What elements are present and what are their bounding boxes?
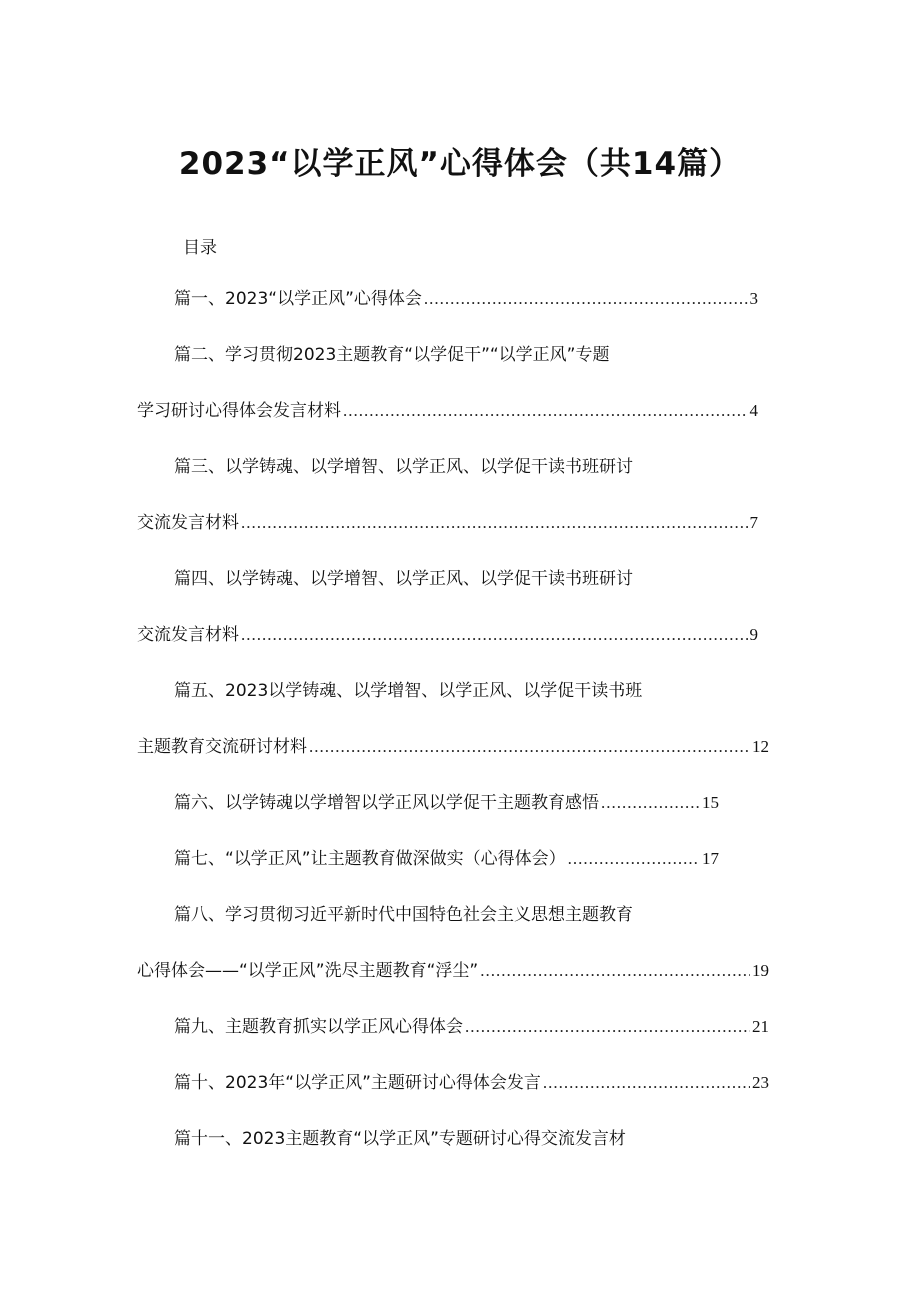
toc-entry[interactable] (137, 735, 769, 759)
toc-entry-line[interactable]: 篇五、2023以学铸魂、以学增智、以学正风、以学促干读书班 (174, 681, 643, 701)
toc-entry-text: 篇十、2023年“以学正风”主题研讨心得体会发言 (174, 1073, 541, 1093)
toc-heading: 目录 (183, 238, 217, 258)
toc-page-number: 4 (749, 401, 758, 420)
toc-entry[interactable] (174, 1071, 769, 1095)
toc-entry-text: 学习研讨心得体会发言材料 (137, 401, 341, 421)
toc-entry-text: 主题教育交流研讨材料 (137, 737, 307, 757)
toc-page-number: 3 (749, 289, 758, 308)
toc-leader-dots (568, 847, 700, 871)
toc-page-number: 17 (702, 849, 719, 868)
toc-page-number: 19 (752, 961, 769, 980)
toc-entry[interactable] (174, 1015, 769, 1039)
toc-page-number: 9 (749, 625, 758, 644)
toc-entry[interactable] (174, 847, 719, 871)
toc-entry-text: 篇六、以学铸魂以学增智以学正风以学促干主题教育感悟 (174, 793, 599, 813)
toc-entry[interactable] (137, 511, 758, 535)
toc-entry[interactable] (137, 959, 769, 983)
toc-entry[interactable] (174, 791, 719, 815)
toc-leader-dots (241, 623, 748, 647)
toc-entry[interactable] (137, 623, 758, 647)
toc-entry-text: 篇七、“以学正风”让主题教育做深做实（心得体会） (174, 849, 566, 869)
toc-entry-text: 心得体会——“以学正风”洗尽主题教育“浮尘” (137, 961, 479, 981)
toc-page-number: 21 (752, 1017, 769, 1036)
toc-entry-line[interactable]: 篇四、以学铸魂、以学增智、以学正风、以学促干读书班研讨 (174, 569, 633, 589)
toc-leader-dots (480, 959, 750, 983)
toc-entry-text: 交流发言材料 (137, 625, 239, 645)
toc-leader-dots (424, 287, 748, 311)
toc-page-number: 15 (702, 793, 719, 812)
toc-entry[interactable] (137, 399, 758, 423)
toc-page-number: 7 (749, 513, 758, 532)
toc-leader-dots (601, 791, 700, 815)
toc-entry-text: 篇九、主题教育抓实以学正风心得体会 (174, 1017, 463, 1037)
toc-entry-line[interactable]: 篇十一、2023主题教育“以学正风”专题研讨心得交流发言材 (174, 1129, 626, 1149)
toc-entry-text: 交流发言材料 (137, 513, 239, 533)
toc-leader-dots (343, 399, 748, 423)
toc-leader-dots (543, 1071, 750, 1095)
toc-page-number: 23 (752, 1073, 769, 1092)
toc-page-number: 12 (752, 737, 769, 756)
toc-leader-dots (309, 735, 750, 759)
toc-entry-line[interactable]: 篇八、学习贯彻习近平新时代中国特色社会主义思想主题教育 (174, 905, 633, 925)
toc-entry-line[interactable]: 篇二、学习贯彻2023主题教育“以学促干”“以学正风”专题 (174, 345, 610, 365)
toc-entry-text: 篇一、2023“以学正风”心得体会 (174, 289, 422, 309)
toc-leader-dots (241, 511, 748, 535)
document-title: 2023“以学正风”心得体会（共14篇） (178, 146, 742, 182)
toc-entry-line[interactable]: 篇三、以学铸魂、以学增智、以学正风、以学促干读书班研讨 (174, 457, 633, 477)
toc-leader-dots (465, 1015, 750, 1039)
toc-entry[interactable] (174, 287, 758, 311)
